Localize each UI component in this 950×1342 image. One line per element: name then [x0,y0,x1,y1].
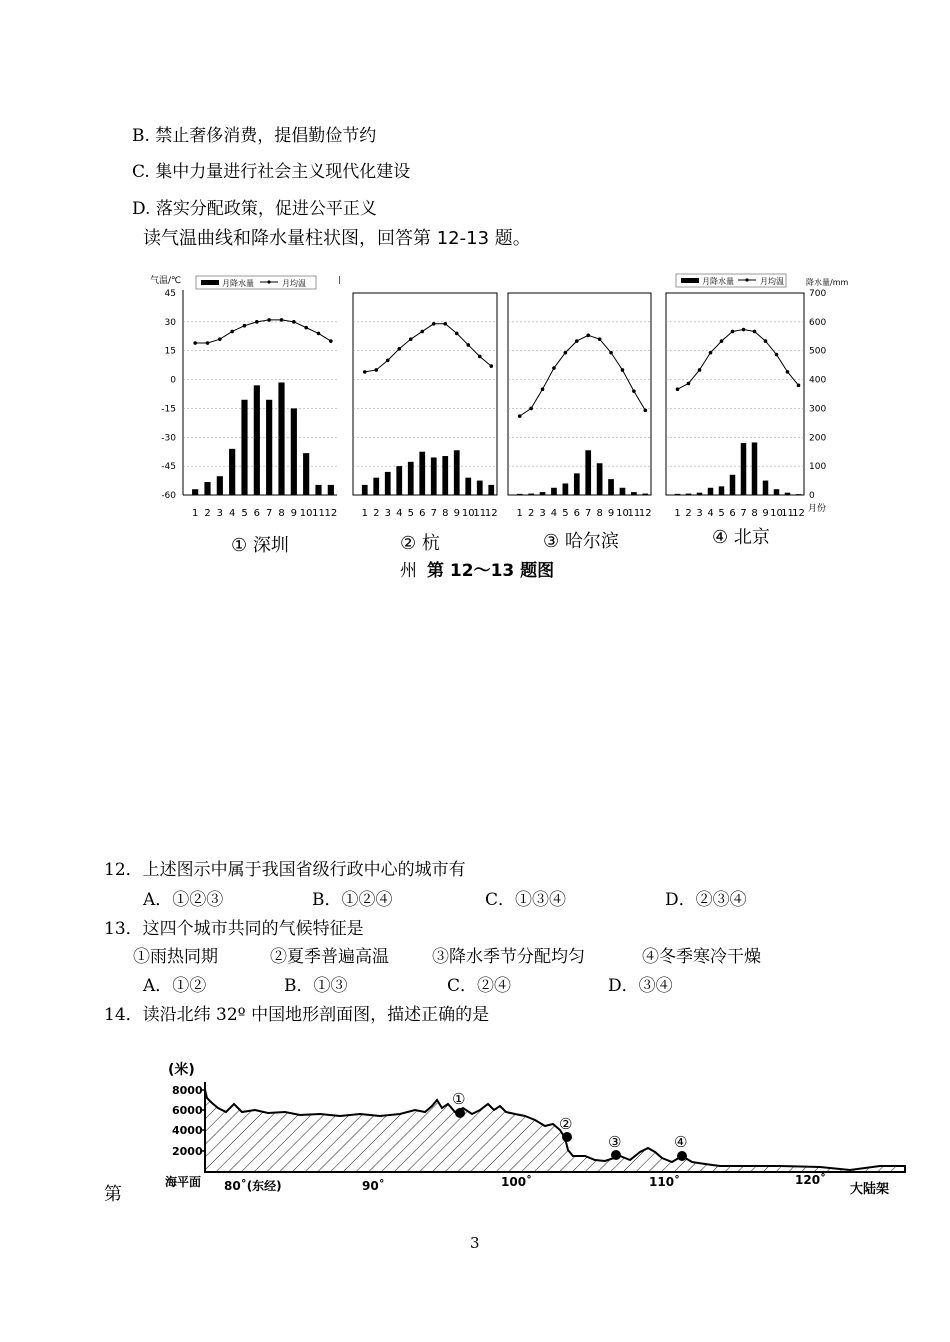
month-tick-2: 2 [204,508,211,519]
left-tick-6: -45 [161,462,176,473]
figure-caption: 第 12～13 题图 [427,561,555,581]
month-tick-1: 1 [516,508,523,519]
precip-bar-5 [408,462,414,495]
month-tick-12: 12 [484,508,498,519]
right-tick-7: 0 [809,491,815,501]
q13-statement-1: ①雨热同期 [133,947,218,967]
temp-point-11 [786,370,790,374]
profile-ytick-6000: 6000 [172,1104,203,1117]
cut-off-char: 第 [104,1184,122,1205]
precip-bar-11 [631,492,637,495]
temp-point-9 [764,339,768,343]
temp-point-1 [193,341,197,345]
month-tick-5: 5 [407,508,414,519]
temp-point-2 [206,341,210,345]
xlabel-110: 110˚ [649,1175,681,1189]
precip-bar-6 [419,452,425,495]
precip-bar-3 [540,492,546,495]
panel-frame [508,293,651,495]
precip-bar-2 [204,482,210,495]
temp-point-7 [742,328,746,332]
temp-point-8 [443,322,447,326]
terrain-profile [0,1050,950,1210]
month-tick-5: 5 [718,508,725,519]
temp-point-10 [466,343,470,347]
temp-point-12 [329,339,333,343]
temp-point-11 [478,355,482,359]
legend-bar-label-2: 月降水量 [702,277,734,286]
temp-point-6 [575,339,579,343]
precip-bar-6 [730,475,736,495]
month-tick-1: 1 [191,508,199,519]
month-tick-11: 11 [627,508,641,519]
month-axis-label: 月份 [808,504,827,514]
month-tick-8: 8 [751,508,758,519]
precip-bar-1 [362,485,368,495]
temp-point-11 [317,332,321,336]
temp-point-10 [621,368,625,372]
temp-point-8 [598,337,602,341]
legend-bar-label: 月降水量 [222,279,254,288]
temp-point-10 [304,326,308,330]
profile-ytick-8000: 8000 [172,1084,203,1097]
left-axis-title: 气温/℃ [150,276,182,286]
month-tick-2: 2 [527,508,535,519]
temp-point-4 [552,366,556,370]
month-tick-9: 9 [453,508,460,519]
temp-point-5 [720,339,724,343]
left-tick-3: 0 [170,375,176,386]
right-tick-3: 400 [809,375,827,386]
right-tick-5: 200 [809,433,827,444]
precip-bar-6 [574,473,580,495]
xlabel-80: 80˚(东经) [224,1179,282,1193]
city-label-2: ② 杭 [400,533,440,554]
svg-text:|: | [338,275,341,284]
chart-panels [183,290,805,519]
page-number: 3 [470,1234,480,1252]
temp-point-7 [432,322,436,326]
precip-bar-12 [328,485,334,495]
temp-point-10 [775,353,779,357]
temp-point-8 [753,330,757,334]
left-tick-7: -60 [161,491,176,501]
left-tick-5: -30 [161,433,176,444]
option-d: D. 落实分配政策，促进公平正义 [132,199,377,219]
temp-point-1 [518,414,522,418]
temp-point-2 [687,382,691,386]
q13-option-b: B．①③ [284,976,348,996]
temp-point-1 [363,370,367,374]
temp-point-4 [230,330,234,334]
month-tick-3: 3 [696,508,703,519]
month-tick-7: 7 [740,508,747,519]
profile-point-3 [611,1150,621,1160]
option-b: B. 禁止奢侈消费，提倡勤俭节约 [132,126,377,146]
precip-bar-3 [217,476,223,495]
left-tick-1: 30 [164,317,176,328]
temp-line [365,324,492,372]
profile-label-2: ② [559,1115,573,1133]
precip-bar-9 [454,450,460,495]
temp-point-8 [280,318,284,322]
precip-bar-9 [608,479,614,495]
precip-bar-2 [528,494,534,495]
precip-bar-5 [719,486,725,495]
precip-bar-5 [241,400,247,495]
month-tick-1: 1 [361,508,368,519]
precip-bar-3 [697,493,703,495]
q12-option-a: A．①②③ [143,890,224,910]
precip-bar-8 [597,463,603,495]
right-tick-0: 700 [809,289,827,299]
precip-bar-7 [585,450,591,495]
temp-point-7 [586,334,590,338]
right-axis-title: 降水量/mm [806,278,849,287]
profile-point-1 [455,1108,465,1118]
question-12: 12．上述图示中属于我国省级行政中心的城市有 [104,860,466,880]
precip-bar-9 [291,408,297,495]
precip-bar-3 [385,472,391,495]
precip-bar-4 [396,466,402,495]
month-tick-3: 3 [216,508,224,519]
month-tick-8: 8 [278,508,285,519]
option-c: C. 集中力量进行社会主义现代化建设 [132,162,411,182]
panel-frame [666,293,804,495]
month-tick-8: 8 [442,508,449,519]
climate-figure [0,262,950,562]
month-tick-6: 6 [419,508,426,519]
month-tick-10: 10 [299,508,313,519]
precip-bar-8 [752,442,758,495]
q12-option-c: C．①③④ [485,890,567,910]
q13-statement-4: ④冬季寒冷干燥 [642,947,761,967]
temp-point-2 [374,368,378,372]
month-tick-7: 7 [265,508,273,519]
temp-point-3 [541,387,545,391]
right-tick-2: 500 [809,346,827,357]
panel-4 [666,293,805,519]
right-axis-ticks [809,289,826,501]
q13-statement-2: ②夏季普遍高温 [270,947,389,967]
q12-option-b: B．①②④ [312,890,393,910]
precip-bar-12 [796,494,802,495]
sea-level-label: 海平面 [165,1175,202,1189]
right-tick-4: 300 [809,404,827,415]
q13-option-c: C．②④ [447,976,512,996]
month-tick-3: 3 [384,508,391,519]
intro-text: 读气温曲线和降水量柱状图，回答第 12-13 题。 [143,228,531,249]
month-tick-9: 9 [607,508,615,519]
month-tick-10: 10 [461,508,475,519]
left-axis-ticks [161,289,176,501]
month-tick-1: 1 [674,508,681,519]
temp-point-12 [489,364,493,368]
temp-point-5 [243,324,247,328]
q13-statement-3: ③降水季节分配均匀 [432,947,585,967]
temp-point-3 [698,368,702,372]
precip-bar-12 [488,485,494,495]
right-tick-1: 600 [809,317,827,328]
precip-bar-4 [229,449,235,495]
month-tick-6: 6 [573,508,580,519]
panel-3 [508,293,652,519]
temp-point-5 [564,351,568,355]
precip-bar-11 [477,481,483,495]
month-tick-9: 9 [762,508,769,519]
month-tick-2: 2 [685,508,692,519]
panel-1 [183,290,337,519]
month-tick-6: 6 [729,508,736,519]
precip-bar-4 [551,488,557,495]
month-tick-12: 12 [324,508,338,519]
question-13: 13．这四个城市共同的气候特征是 [104,919,364,939]
city-label-1: ① 深圳 [231,535,289,556]
precip-bar-2 [686,494,692,495]
temp-point-6 [420,330,424,334]
month-tick-5: 5 [562,508,569,519]
month-tick-12: 12 [792,508,805,519]
precip-bar-7 [266,400,272,495]
precip-bar-5 [563,483,569,495]
month-tick-7: 7 [430,508,437,519]
temp-point-12 [797,384,801,388]
month-tick-2: 2 [373,508,380,519]
left-tick-0: 45 [164,289,176,299]
precip-bar-1 [675,494,681,495]
precip-bar-4 [708,488,714,495]
profile-point-4 [677,1151,687,1161]
temp-point-1 [676,387,680,391]
temp-point-9 [292,320,296,324]
profile-unit-label: (米) [168,1062,195,1078]
panel-2 [353,293,498,519]
profile-point-2 [562,1132,572,1142]
temp-line [520,335,646,416]
xlabel-120: 120˚ [795,1173,827,1187]
city-label-3: ③ 哈尔滨 [543,531,619,552]
month-tick-8: 8 [596,508,603,519]
precip-bar-10 [465,478,471,495]
temp-point-2 [529,407,533,411]
temp-point-9 [455,332,459,336]
precip-bar-11 [785,493,791,495]
temp-point-4 [397,347,401,351]
temp-point-9 [609,351,613,355]
month-tick-10: 10 [770,508,783,519]
month-tick-4: 4 [707,508,714,519]
month-tick-7: 7 [585,508,592,519]
precip-bar-7 [741,443,747,495]
profile-label-1: ① [452,1090,466,1108]
shelf-label: 大陆架 [850,1182,890,1197]
profile-label-4: ④ [674,1133,688,1151]
left-tick-4: -15 [161,404,176,415]
legend-bar-swatch [201,280,219,285]
month-tick-12: 12 [638,508,652,519]
temp-point-5 [409,337,413,341]
temp-line [195,320,331,343]
precip-bar-10 [774,489,780,495]
precip-bar-1 [192,489,198,495]
profile-ytick-4000: 4000 [172,1124,203,1137]
city-label-4: ④ 北京 [712,527,770,548]
left-tick-2: 15 [164,346,176,357]
month-tick-6: 6 [253,508,261,519]
question-14: 14．读沿北纬 32º 中国地形剖面图，描述正确的是 [104,1005,490,1025]
temp-line [678,330,799,390]
precip-bar-2 [373,478,379,495]
precip-bar-8 [442,456,448,495]
month-tick-11: 11 [473,508,487,519]
precip-bar-11 [315,485,321,495]
q13-option-a: A．①② [143,976,207,996]
temp-point-3 [386,359,390,363]
month-tick-3: 3 [539,508,546,519]
precip-bar-6 [254,385,260,495]
precip-bar-9 [763,481,769,495]
temp-point-7 [267,318,271,322]
month-tick-10: 10 [616,508,629,519]
temp-point-3 [218,337,222,341]
xlabel-90: 90˚ [362,1179,385,1193]
month-tick-4: 4 [550,508,558,519]
q12-option-d: D．②③④ [665,890,747,910]
precip-bar-10 [620,488,626,495]
month-tick-4: 4 [396,508,403,519]
temp-point-12 [643,409,647,413]
profile-label-3: ③ [608,1133,622,1151]
month-tick-11: 11 [781,508,794,519]
temp-point-4 [709,351,713,355]
precip-bar-1 [517,494,523,495]
precip-bar-8 [278,382,284,495]
month-tick-11: 11 [312,508,325,519]
profile-ytick-2000: 2000 [172,1145,203,1158]
right-tick-6: 100 [809,462,827,473]
temp-point-11 [632,389,636,393]
legend-line-label-2: 月均温 [760,277,784,286]
temp-point-6 [255,320,259,324]
month-tick-4: 4 [228,508,236,519]
precip-bar-7 [431,457,437,495]
caption-overlap-char: 州 [400,561,417,581]
xlabel-100: 100˚ [501,1175,533,1189]
precip-bar-12 [642,494,648,495]
month-tick-9: 9 [290,508,298,519]
month-tick-5: 5 [241,508,248,519]
terrain-area [205,1090,905,1172]
q13-option-d: D．③④ [608,976,673,996]
precip-bar-10 [303,453,309,495]
temp-point-6 [731,330,735,334]
legend-line-label: 月均温 [282,279,306,288]
